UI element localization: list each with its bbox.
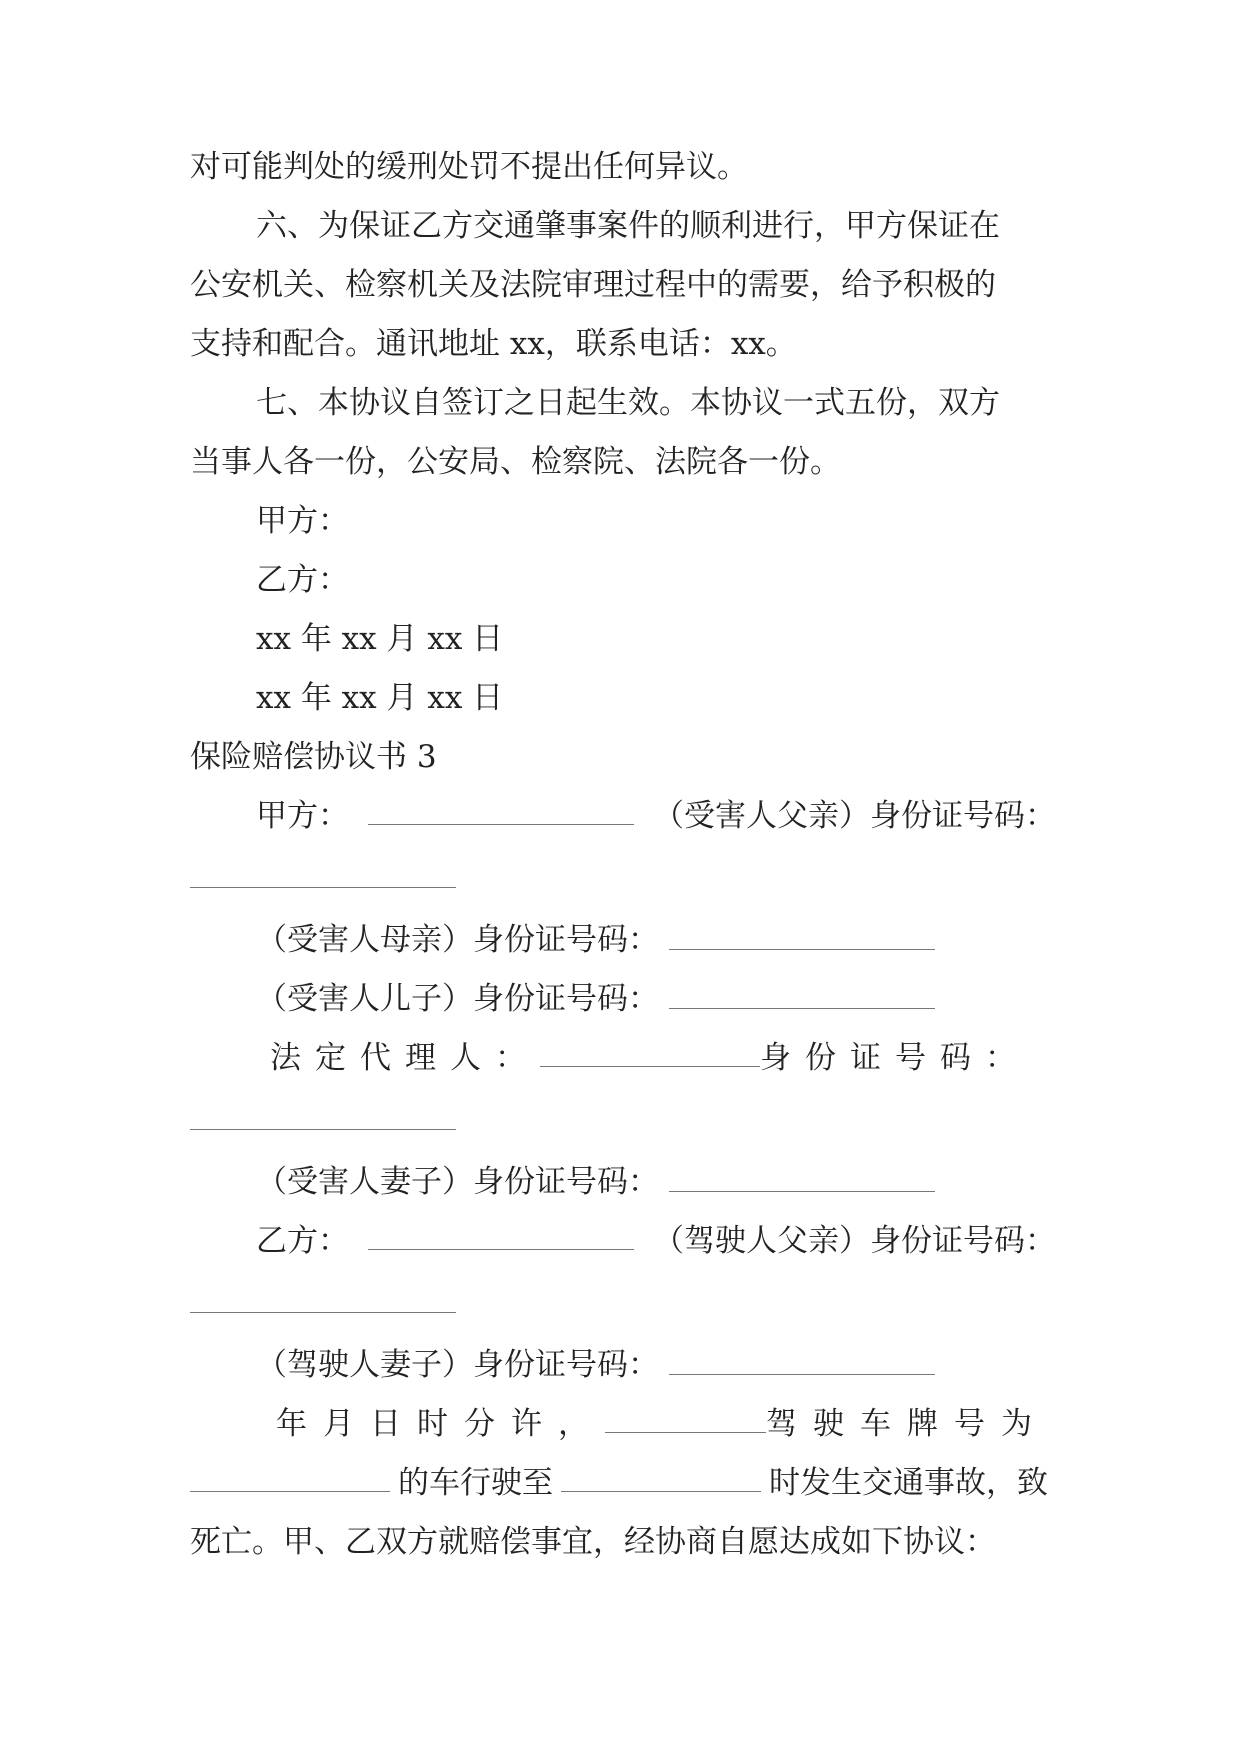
drive-to-text: 的车行驶至: [398, 1465, 553, 1501]
party-a-name-blank: [368, 796, 634, 825]
party-b-signature: 乙方：: [256, 562, 349, 598]
clause-six-line-2: 公安机关、检察机关及法院审理过程中的需要，给予积极的: [190, 267, 996, 303]
plate-number-blank: [190, 1463, 390, 1492]
driver-wife-id-blank: [669, 1346, 935, 1375]
party-b-label: 乙方：: [256, 1223, 349, 1259]
victim-mother-line: [256, 920, 935, 960]
clause-seven-line-1: 七、本协议自签订之日起生效。本协议一式五份，双方: [256, 385, 1000, 421]
legal-agent-line: [270, 1038, 1030, 1078]
driver-father-id-label: （驾驶人父亲）身份证号码：: [653, 1223, 1056, 1259]
victim-wife-id-label: （受害人妻子）身份证号码：: [256, 1164, 659, 1200]
party-a-line: [256, 796, 1056, 836]
driver-wife-line: [256, 1345, 935, 1385]
accident-line-1: [276, 1404, 1048, 1444]
party-a-father-id-blank: [190, 887, 456, 888]
clause-six-line-3: 支持和配合。通讯地址 xx，联系电话：xx。: [190, 326, 797, 362]
driver-name-blank: [605, 1404, 766, 1433]
party-a-label: 甲方：: [256, 798, 349, 834]
victim-mother-id-label: （受害人母亲）身份证号码：: [256, 922, 659, 958]
accident-line-2: [190, 1463, 1048, 1503]
party-b-name-blank: [368, 1221, 634, 1250]
party-a-father-id-label: （受害人父亲）身份证号码：: [653, 798, 1056, 834]
text-line-1: 对可能判处的缓刑处罚不提出任何异议。: [190, 149, 748, 185]
plate-number-text: 驾驶车牌号为: [766, 1406, 1048, 1442]
section-title: 保险赔偿协议书 3: [190, 739, 437, 775]
signing-date-2: xx 年 xx 月 xx 日: [256, 680, 504, 716]
victim-wife-id-blank: [669, 1163, 935, 1192]
accident-result-text: 时发生交通事故，致: [769, 1465, 1048, 1501]
victim-son-line: [256, 979, 935, 1019]
victim-son-id-blank: [669, 980, 935, 1009]
legal-agent-name-blank: [540, 1038, 760, 1067]
clause-seven-line-2: 当事人各一份，公安局、检察院、法院各一份。: [190, 444, 841, 480]
legal-agent-label: 法定代理人：: [270, 1040, 540, 1076]
victim-wife-line: [256, 1162, 935, 1202]
party-b-line: [256, 1221, 1056, 1261]
clause-six-line-1: 六、为保证乙方交通肇事案件的顺利进行，甲方保证在: [256, 208, 1000, 244]
location-blank: [561, 1463, 761, 1492]
victim-mother-id-blank: [669, 921, 935, 950]
agreement-intro-line: 死亡。甲、乙双方就赔偿事宜，经协商自愿达成如下协议：: [190, 1524, 996, 1560]
legal-agent-id-blank: [190, 1129, 456, 1130]
victim-son-id-label: （受害人儿子）身份证号码：: [256, 981, 659, 1017]
legal-agent-id-label: 身份证号码：: [760, 1040, 1030, 1076]
accident-time-text: 年月日时分许，: [276, 1406, 605, 1442]
driver-wife-id-label: （驾驶人妻子）身份证号码：: [256, 1347, 659, 1383]
party-a-signature: 甲方：: [256, 503, 349, 539]
driver-father-id-blank: [190, 1312, 456, 1313]
signing-date-1: xx 年 xx 月 xx 日: [256, 621, 504, 657]
